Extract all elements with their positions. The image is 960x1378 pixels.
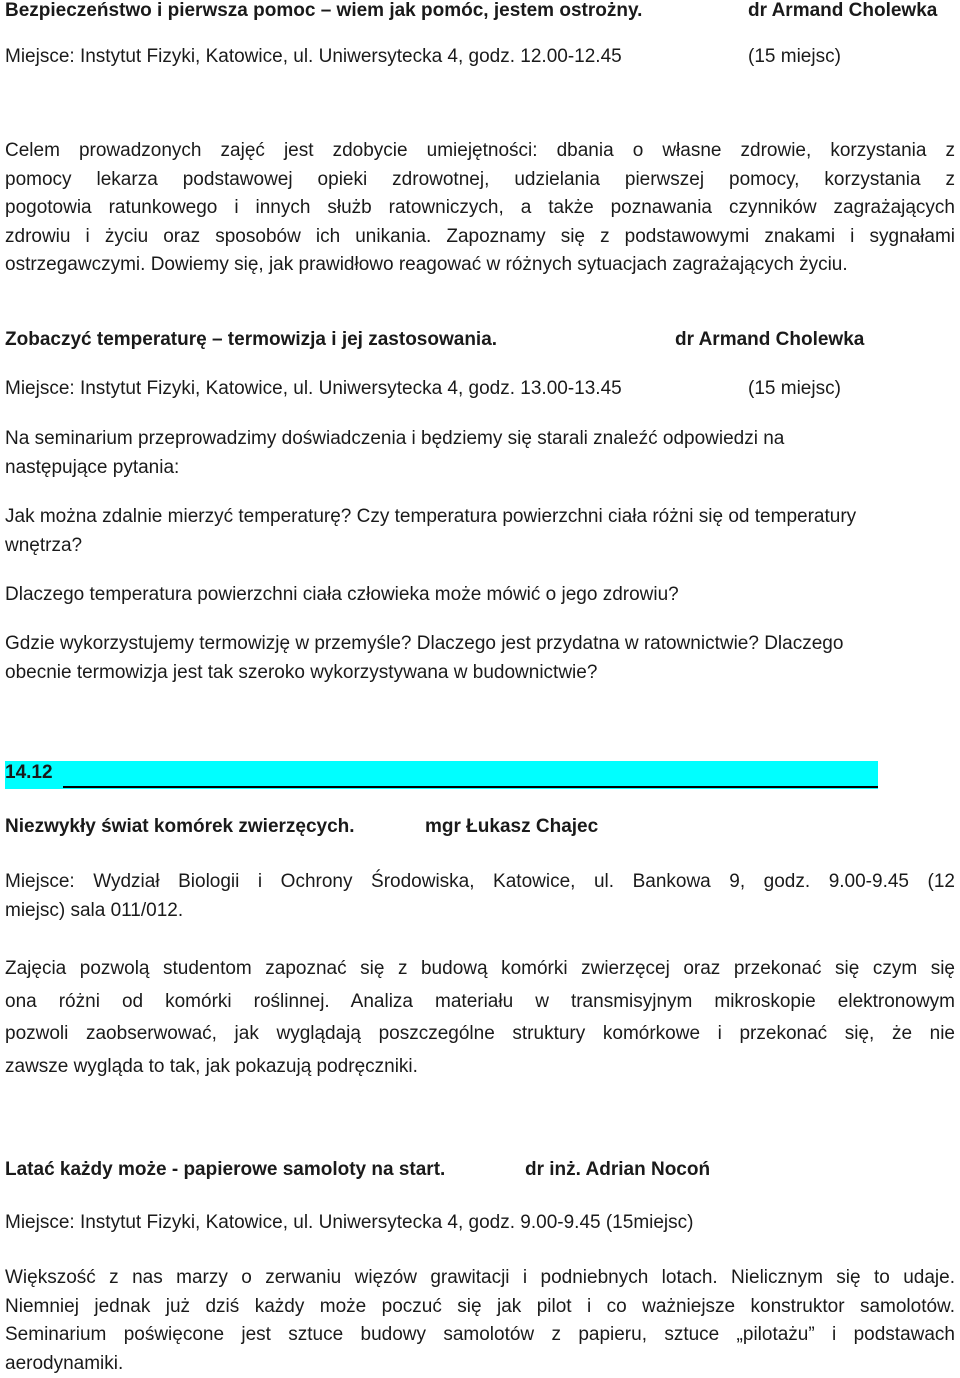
s1-desc-line: zdrowiu i życiu oraz sposobów ich unikania. Zapoznamy się z podstawowymi znakami i sygnałami [5, 223, 955, 252]
s2-question-2: Dlaczego temperatura powierzchni ciała człowieka może mówić o jego zdrowiu? [5, 581, 955, 610]
s3-desc-line: ona różni od komórki roślinnej. Analiza materiału w transmisyjnym mikroskopie elektronowym [5, 986, 955, 1019]
s2-intro [5, 425, 955, 482]
s2-intro-line: Na seminarium przeprowadzimy doświadczenia i będziemy się starali znaleźć odpowiedzi na [5, 425, 955, 454]
s4-desc-line: Niemniej jednak już dziś każdy może poczuć się jak pilot i co ważniejsze konstruktor samolotów. [5, 1293, 955, 1322]
s4-lecturer: dr inż. Adrian Nocoń [525, 1159, 710, 1181]
s2-q1-line: Jak można zdalnie mierzyć temperaturę? Czy temperatura powierzchni ciała różni się od temperatury [5, 503, 955, 532]
s3-description [5, 953, 955, 1083]
s3-place-line: Miejsce: Wydział Biologii i Ochrony Środowiska, Katowice, ul. Bankowa 9, godz. 9.00-9.45 (12 [5, 868, 955, 897]
s1-title: Bezpieczeństwo i pierwsza pomoc – wiem jak pomóc, jestem ostrożny. [5, 0, 642, 22]
s4-desc-line: aerodynamiki. [5, 1350, 955, 1378]
s2-seats: (15 miejsc) [748, 378, 841, 400]
s1-desc-line: Celem prowadzonych zajęć jest zdobycie umiejętności: dbania o własne zdrowie, korzystania z [5, 137, 955, 166]
s4-desc-line: Większość z nas marzy o zerwaniu więzów grawitacji i podniebnych lotach. Nielicznym się to udaje. [5, 1264, 955, 1293]
s1-desc-line: pomocy lekarza podstawowej opieki zdrowotnej, udzielania pierwszej pomocy, korzystania z [5, 166, 955, 195]
s1-place: Miejsce: Instytut Fizyki, Katowice, ul. Uniwersytecka 4, godz. 12.00-12.45 [5, 46, 622, 68]
s4-place: Miejsce: Instytut Fizyki, Katowice, ul. Uniwersytecka 4, godz. 9.00-9.45 (15miejsc) [5, 1212, 693, 1234]
s4-description [5, 1264, 955, 1378]
s3-title: Niezwykły świat komórek zwierzęcych. [5, 816, 355, 838]
date-underline [63, 786, 878, 788]
date-highlight-bar [5, 761, 878, 789]
s2-question-3 [5, 630, 955, 687]
s2-place: Miejsce: Instytut Fizyki, Katowice, ul. Uniwersytecka 4, godz. 13.00-13.45 [5, 378, 622, 400]
s3-desc-line: zawsze wygląda to tak, jak pokazują podręczniki. [5, 1051, 955, 1084]
date-header: 14.12 [5, 762, 53, 784]
s3-place-line: miejsc) sala 011/012. [5, 897, 955, 926]
s2-intro-line: następujące pytania: [5, 454, 955, 483]
s2-lecturer: dr Armand Cholewka [675, 329, 864, 351]
s2-q3-line: obecnie termowizja jest tak szeroko wykorzystywana w budownictwie? [5, 659, 955, 688]
s4-title: Latać każdy może - papierowe samoloty na start. [5, 1159, 445, 1181]
s3-desc-line: Zajęcia pozwolą studentom zapoznać się z budową komórki zwierzęcej oraz przekonać się czym się [5, 953, 955, 986]
s2-q1-line: wnętrza? [5, 532, 955, 561]
s2-title: Zobaczyć temperaturę – termowizja i jej zastosowania. [5, 329, 497, 351]
s3-lecturer: mgr Łukasz Chajec [425, 816, 598, 838]
s3-desc-line: pozwoli zaobserwować, jak wyglądają poszczególne struktury komórkowe i przekonać się, że nie [5, 1018, 955, 1051]
s2-question-1 [5, 503, 955, 560]
s2-q3-line: Gdzie wykorzystujemy termowizję w przemyśle? Dlaczego jest przydatna w ratownictwie? Dlaczego [5, 630, 955, 659]
s3-place [5, 868, 955, 925]
s1-description [5, 137, 955, 280]
s1-lecturer: dr Armand Cholewka [748, 0, 937, 22]
s1-seats: (15 miejsc) [748, 46, 841, 68]
s1-desc-line: pogotowia ratunkowego i innych służb ratowniczych, a także poznawania czynników zagrażających [5, 194, 955, 223]
s4-desc-line: Seminarium poświęcone jest sztuce budowy samolotów z papieru, sztuce „pilotażu” i podstawach [5, 1321, 955, 1350]
s1-desc-line: ostrzegawczymi. Dowiemy się, jak prawidłowo reagować w różnych sytuacjach zagrażających życiu. [5, 251, 955, 280]
